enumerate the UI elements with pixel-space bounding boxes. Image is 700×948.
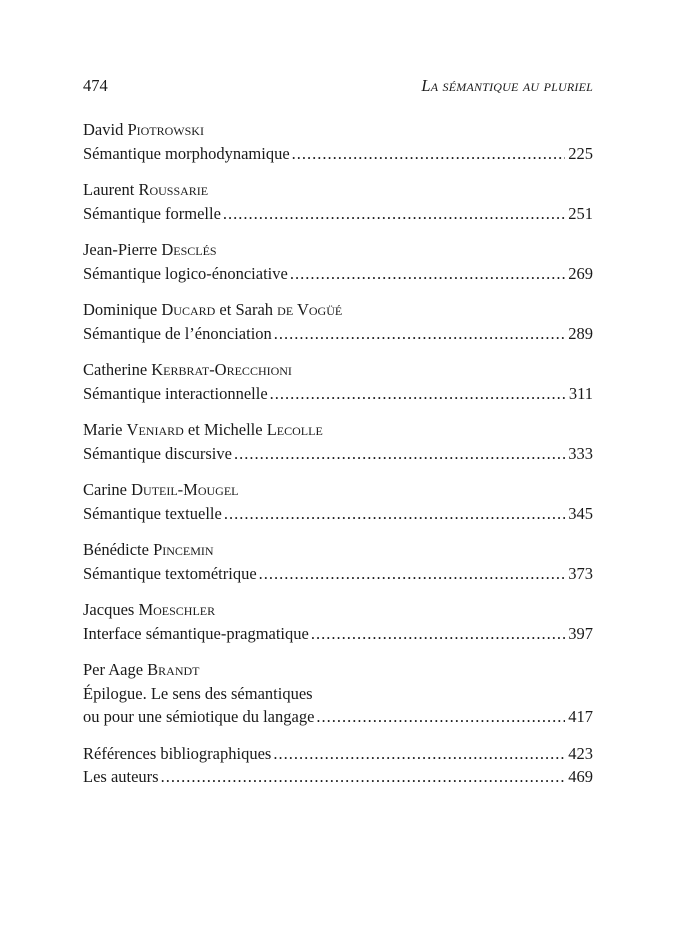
- toc-row[interactable]: [83, 622, 593, 646]
- entry-title: Sémantique interactionnelle: [83, 383, 268, 403]
- entry-title: Sémantique discursive: [83, 443, 232, 463]
- entry-author: [83, 238, 593, 262]
- entry-page-number: 469: [568, 767, 593, 786]
- author-given-text: et Sarah: [215, 300, 278, 319]
- dot-leader: [292, 142, 566, 166]
- entry-author: [83, 358, 593, 382]
- dot-leader: [161, 765, 566, 789]
- entry-author: [83, 298, 593, 322]
- entry-title: Interface sémantique-pragmatique: [83, 623, 309, 643]
- toc-row[interactable]: [83, 502, 593, 526]
- toc-entry-back-matter: [83, 765, 593, 789]
- toc-entry: [83, 598, 593, 645]
- dot-leader: [311, 622, 565, 646]
- author-given-text: et Michelle: [183, 420, 267, 439]
- author-given-text: Carine: [83, 480, 132, 499]
- entry-page-number: 397: [568, 623, 593, 643]
- entry-title-line: Épilogue. Le sens des sémantiques: [83, 683, 313, 703]
- dot-leader: [290, 262, 565, 286]
- entry-author: [83, 178, 593, 202]
- toc-entry-epilogue: [83, 658, 593, 729]
- author-surname: Ducard: [161, 300, 216, 319]
- entry-author: [83, 598, 593, 622]
- entry-title: Sémantique textuelle: [83, 503, 222, 523]
- toc-row[interactable]: [83, 562, 593, 586]
- entry-page-number: 417: [568, 707, 593, 726]
- entry-title: Références bibliographiques: [83, 743, 272, 763]
- entry-title: Sémantique de l’énonciation: [83, 323, 272, 343]
- entry-author: [83, 118, 593, 142]
- dot-leader: [270, 382, 566, 406]
- dot-leader: [316, 705, 565, 729]
- author-surname: Moeschler: [138, 600, 216, 619]
- entry-author: [83, 538, 593, 562]
- author-given-text: Laurent: [83, 180, 139, 199]
- table-of-contents: [83, 118, 593, 789]
- entry-title: ou pour une sémiotique du langage: [83, 707, 315, 726]
- entry-author: [83, 418, 593, 442]
- author-given-text: Bénédicte: [83, 540, 154, 559]
- author-surname: Veniard: [126, 420, 184, 439]
- entry-page-number: 289: [568, 323, 593, 343]
- dot-leader: [223, 202, 565, 226]
- author-surname: Kerbrat-Orecchioni: [151, 360, 292, 379]
- toc-row[interactable]: [83, 442, 593, 466]
- author-given-text: Jean-Pierre: [83, 240, 162, 259]
- author-surname: Roussarie: [138, 180, 209, 199]
- author-given-text: Per Aage: [83, 660, 148, 679]
- author-surname: Duteil-Mougel: [131, 480, 239, 499]
- toc-row[interactable]: [83, 765, 593, 789]
- toc-entry-back-matter: [83, 742, 593, 766]
- dot-leader: [224, 502, 565, 526]
- entry-author: [83, 478, 593, 502]
- entry-page-number: 333: [568, 443, 593, 463]
- toc-entry: [83, 238, 593, 285]
- author-surname: Pincemin: [153, 540, 214, 559]
- running-title: La sémantique au pluriel: [421, 76, 593, 95]
- toc-row[interactable]: [83, 382, 593, 406]
- entry-title: Les auteurs: [83, 767, 159, 786]
- dot-leader: [273, 742, 565, 766]
- toc-entry: [83, 178, 593, 225]
- toc-entry: [83, 478, 593, 525]
- toc-entry: [83, 358, 593, 405]
- entry-title: Sémantique logico-énonciative: [83, 263, 288, 283]
- author-given-text: Marie: [83, 420, 127, 439]
- entry-page-number: 311: [568, 383, 593, 403]
- entry-page-number: 251: [568, 203, 593, 223]
- toc-row[interactable]: [83, 202, 593, 226]
- entry-page-number: 269: [568, 263, 593, 283]
- entry-title: Sémantique morphodynamique: [83, 143, 290, 163]
- dot-leader: [234, 442, 565, 466]
- toc-row[interactable]: [83, 322, 593, 346]
- toc-row[interactable]: [83, 705, 593, 729]
- author-surname: Desclés: [161, 240, 217, 259]
- entry-page-number: 373: [568, 563, 593, 583]
- author-given-text: Catherine: [83, 360, 152, 379]
- toc-entry: [83, 418, 593, 465]
- author-given-text: Dominique: [83, 300, 162, 319]
- author-given-text: David: [83, 120, 128, 139]
- toc-row[interactable]: [83, 142, 593, 166]
- author-surname: Lecolle: [266, 420, 323, 439]
- entry-author: [83, 658, 593, 682]
- entry-page-number: 345: [568, 503, 593, 523]
- entry-title: Sémantique formelle: [83, 203, 221, 223]
- entry-page-number: 423: [568, 743, 593, 763]
- running-header: [83, 76, 593, 96]
- toc-entry: [83, 538, 593, 585]
- toc-row[interactable]: [83, 262, 593, 286]
- dot-leader: [274, 322, 565, 346]
- toc-entry: [83, 118, 593, 165]
- entry-title: Sémantique textométrique: [83, 563, 257, 583]
- page-number: 474: [83, 76, 108, 95]
- author-surname: Piotrowski: [127, 120, 204, 139]
- toc-row[interactable]: [83, 742, 593, 766]
- author-surname: de Vogüé: [277, 300, 343, 319]
- author-given-text: Jacques: [83, 600, 139, 619]
- author-surname: Brandt: [147, 660, 200, 679]
- toc-entry: [83, 298, 593, 345]
- dot-leader: [259, 562, 566, 586]
- entry-page-number: 225: [568, 143, 593, 163]
